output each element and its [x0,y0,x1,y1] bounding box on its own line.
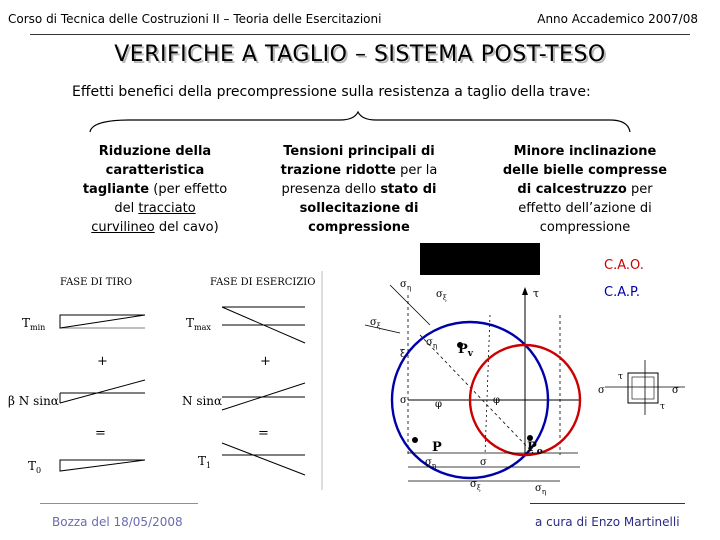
label-sigma-eta: $\sigma_\eta$ [400,279,412,292]
effect-2-line-3a: presenza dello [281,182,381,197]
label-t0: $T_0$ [28,459,42,475]
effect-1-line-4a: del [114,201,139,216]
slide-subtitle: Effetti benefici della precompressione sulla resistenza a taglio della trave: [72,84,591,100]
effect-3-line-5: compressione [539,220,631,235]
label-tmax: $T_{max}$ [186,316,211,332]
plus-esercizio: + [260,354,271,369]
academic-year: Anno Accademico 2007/08 [537,12,698,26]
label-tau: τ [533,287,540,300]
shear-diagrams [0,265,330,495]
legend-cao: C.A.O. [604,258,644,273]
label-po: $P_o$ [527,440,543,457]
effect-2-line-5: compressione [308,220,410,235]
course-header: Corso di Tecnica delle Costruzioni II – Teoria delle Esercitazioni [8,12,382,26]
footer-rule-right [530,503,685,504]
label-n-sin: N sinα [182,394,223,408]
effect-3-line-3b: per [626,182,653,197]
footer-rule-left [40,503,198,504]
effect-box-principal-stress [266,142,452,237]
redacted-box [420,243,540,275]
effect-3-line-1: Minore inclinazione [513,144,657,159]
effect-2-line-4: sollecitazione di [299,201,419,216]
stress-element [598,360,685,415]
label-phi-2: φ [493,395,501,406]
effect-box-shear-reduction [66,142,244,237]
effect-2-line-2b: per la [395,163,438,178]
label-tmin: $T_{min}$ [22,316,46,332]
effect-1-line-5b: del cavo) [154,220,219,235]
effect-box-strut-inclination [490,142,680,237]
equals-esercizio: = [258,426,269,441]
label-t1: $T_1$ [198,454,212,470]
label-sigma-xi-2: $\sigma_\xi$ [370,317,381,330]
effect-1-line-4b: tracciato [138,201,196,216]
label-sigma-axis: σ [400,395,407,406]
label-sigma-xi: $\sigma_\xi$ [436,289,447,302]
label-pv: $P_v$ [458,342,474,359]
label-fase-tiro: FASE DI TIRO [60,277,133,288]
label-sigma-xi-3: $\sigma_\xi$ [470,479,481,492]
plus-tiro: + [97,354,108,369]
effect-2-line-3b: stato di [380,182,437,197]
draft-date: Bozza del 18/05/2008 [52,515,183,529]
effect-3-line-2: delle bielle compresse [502,163,668,178]
label-beta-n-sin: β N sinα [8,394,59,408]
effect-2-line-1: Tensioni principali di [283,144,435,159]
label-stress-tau-2: τ [660,402,665,412]
effect-2-line-2a: trazione ridotte [280,163,396,178]
label-fase-esercizio: FASE DI ESERCIZIO [210,277,316,288]
effect-1-line-3b: (per effetto [149,182,228,197]
label-sigma-eta-4: $\sigma_\eta$ [535,483,547,496]
effect-1-line-5a: curvilineo [91,220,155,235]
effect-1-line-1: Riduzione della [98,144,212,159]
effect-3-line-4: effetto dell’azione di [518,201,652,216]
label-sigma-eta-2: $\sigma_\eta$ [426,337,438,350]
effect-1-line-2: caratteristica [105,163,205,178]
equals-tiro: = [95,426,106,441]
effect-1-line-3a: tagliante [82,182,150,197]
effect-3-line-3a: di calcestruzzo [517,182,627,197]
mohr-circles [360,275,700,500]
label-stress-sigma-right: σ [672,385,679,396]
label-stress-sigma-left: σ [598,385,605,396]
label-p: P [432,440,442,455]
label-sigma-bottom: σ [480,457,487,468]
label-stress-tau-1: τ [618,372,623,382]
label-sigma-eta-3: $\sigma_\eta$ [425,457,437,470]
label-phi-1: φ [435,399,443,410]
author: a cura di Enzo Martinelli [535,515,680,529]
legend-cap: C.A.P. [604,285,640,300]
slide-title: VERIFICHE A TAGLIO – SISTEMA POST-TESO [114,42,606,67]
label-xi: ξ [400,349,406,360]
